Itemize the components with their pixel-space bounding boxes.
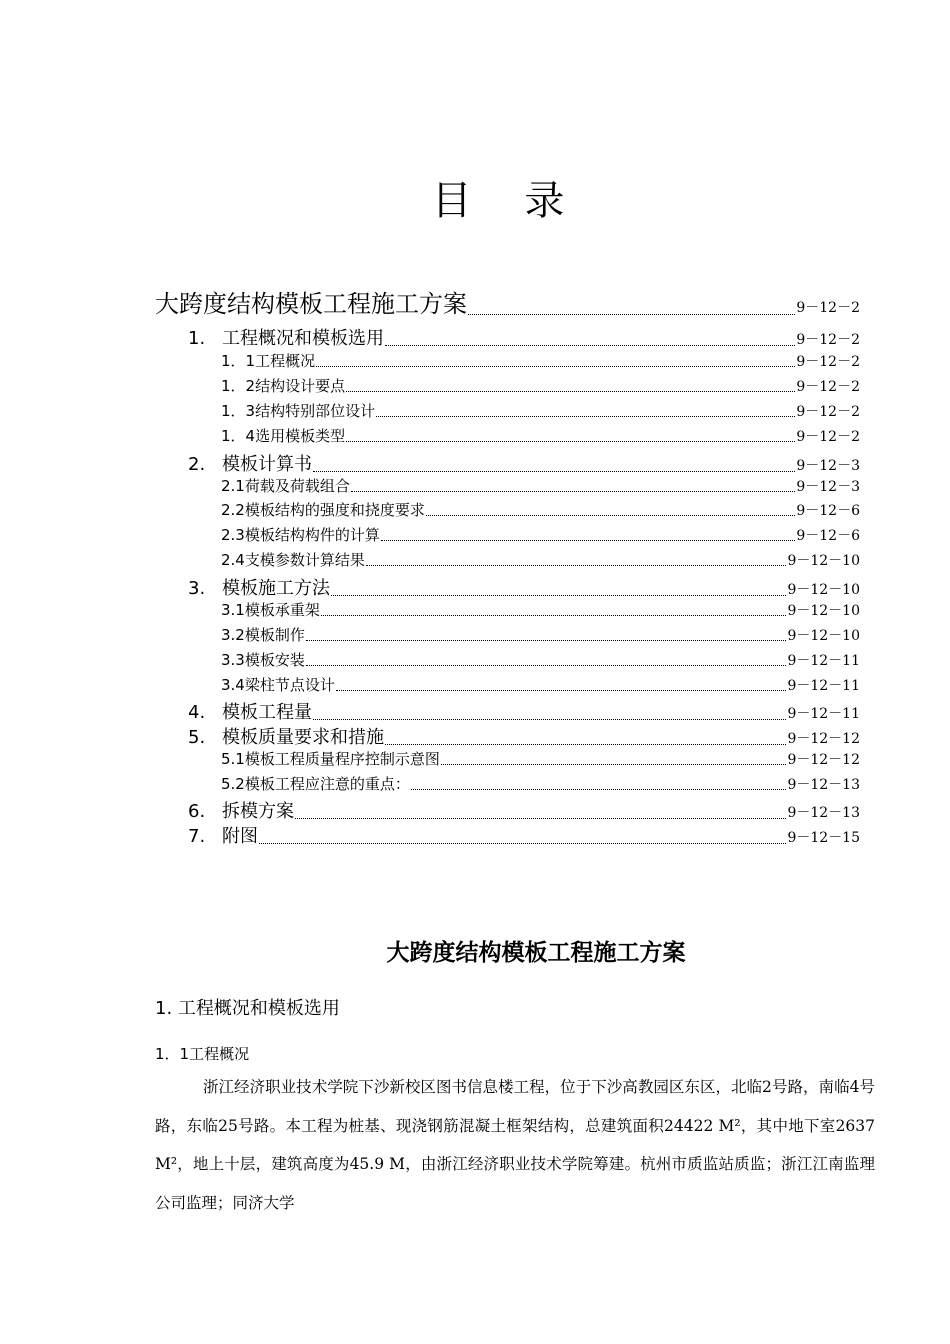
toc-entry[interactable] bbox=[188, 698, 860, 724]
toc-entry[interactable] bbox=[188, 723, 860, 749]
toc-entry-text: 工程概况和模板选用 bbox=[222, 328, 384, 349]
toc-entry-number: 1．1 bbox=[221, 352, 256, 370]
toc-dot-leader bbox=[259, 843, 786, 844]
toc-entry-number: 1．2 bbox=[221, 377, 256, 395]
toc-dot-leader bbox=[381, 540, 795, 541]
toc-entry[interactable] bbox=[221, 624, 860, 645]
toc-dot-leader bbox=[441, 764, 787, 765]
toc-entry-text: 模板安装 bbox=[244, 651, 305, 669]
toc-dot-leader bbox=[316, 366, 795, 367]
toc-entry-text: 结构设计要点 bbox=[255, 377, 346, 395]
toc-entry-page: 9－12－12 bbox=[787, 752, 860, 768]
toc-entry-number: 3. bbox=[188, 578, 206, 599]
toc-entry-text: 附图 bbox=[222, 826, 258, 847]
toc-entry-page: 9－12－11 bbox=[787, 653, 860, 669]
toc-entry-number: 5.2 bbox=[221, 775, 245, 793]
toc-entry-text: 模板结构构件的计算 bbox=[244, 526, 380, 544]
toc-title: 目 录 bbox=[431, 178, 585, 224]
toc-entry-text: 工程概况 bbox=[255, 352, 316, 370]
toc-entry-text: 模板施工方法 bbox=[222, 578, 330, 599]
toc-dot-leader bbox=[306, 640, 787, 641]
toc-entry-text: 模板制作 bbox=[244, 626, 305, 644]
toc-entry-text: 荷载及荷载组合 bbox=[244, 477, 350, 495]
toc-entry-text: 拆模方案 bbox=[222, 801, 294, 822]
toc-entry-number: 1．3 bbox=[221, 402, 256, 420]
toc-entry-page: 9－12－6 bbox=[796, 503, 860, 519]
toc-dot-leader bbox=[411, 789, 787, 790]
toc-dot-leader bbox=[306, 665, 787, 666]
toc-dot-leader bbox=[346, 391, 795, 392]
toc-entry[interactable] bbox=[221, 549, 860, 570]
toc-entry-page: 9－12－10 bbox=[787, 582, 860, 598]
toc-entry-number: 3.4 bbox=[221, 676, 245, 694]
toc-entry-number: 3.2 bbox=[221, 626, 245, 644]
toc-entry-number: 2.4 bbox=[221, 551, 245, 569]
toc-dot-leader bbox=[313, 719, 786, 720]
toc-entry-page: 9－12－12 bbox=[787, 731, 860, 747]
toc-entry-text: 大跨度结构模板工程施工方案 bbox=[155, 290, 467, 318]
toc-entry-page: 9－12－2 bbox=[796, 429, 860, 445]
toc-entry[interactable] bbox=[221, 400, 860, 421]
toc-entry-text: 选用模板类型 bbox=[255, 427, 346, 445]
toc-entry-page: 9－12－13 bbox=[787, 805, 860, 821]
toc-entry[interactable] bbox=[188, 324, 860, 350]
toc-entry-number: 1. bbox=[188, 328, 206, 349]
toc-entry[interactable] bbox=[155, 284, 860, 319]
toc-dot-leader bbox=[376, 416, 795, 417]
toc-entry-number: 4. bbox=[188, 702, 206, 723]
toc-entry-number: 2.3 bbox=[221, 526, 245, 544]
toc-entry-text: 模板质量要求和措施 bbox=[222, 727, 384, 748]
toc-entry-text: 结构特别部位设计 bbox=[255, 402, 376, 420]
toc-entry[interactable] bbox=[221, 773, 860, 794]
toc-entry-number: 1．4 bbox=[221, 427, 256, 445]
toc-entry-number: 2. bbox=[188, 454, 206, 475]
toc-entry-text: 支模参数计算结果 bbox=[244, 551, 365, 569]
toc-dot-leader bbox=[385, 744, 786, 745]
toc-entry-number: 5.1 bbox=[221, 750, 245, 768]
toc-dot-leader bbox=[366, 565, 787, 566]
toc-entry-number: 5. bbox=[188, 727, 206, 748]
section-heading: 1. 工程概况和模板选用 bbox=[155, 998, 340, 1019]
toc-entry-text: 梁柱节点设计 bbox=[244, 676, 335, 694]
toc-entry-number: 2.1 bbox=[221, 477, 245, 495]
toc-entry[interactable] bbox=[221, 375, 860, 396]
toc-entry-page: 9－12－10 bbox=[787, 603, 860, 619]
toc-dot-leader bbox=[351, 491, 795, 492]
body-paragraph: 浙江经济职业技术学院下沙新校区图书信息楼工程，位于下沙高教园区东区，北临2号路，南临4号路，东临25号路。本工程为桩基、现浇钢筋混凝土框架结构，总建筑面积24422 M²，其中地下室2637 M²，地上十层，建筑高度为45.9 M，由浙江经济职业技术学院筹建。杭州市质监站质监；浙江江南监理公司监理；同济大学 bbox=[155, 1078, 875, 1212]
toc-entry-page: 9－12－11 bbox=[787, 706, 860, 722]
toc-entry[interactable] bbox=[188, 822, 860, 848]
toc-entry-page: 9－12－2 bbox=[796, 332, 860, 348]
toc-dot-leader bbox=[346, 441, 795, 442]
toc-entry[interactable] bbox=[221, 599, 860, 620]
toc-entry-page: 9－12－2 bbox=[796, 354, 860, 370]
toc-entry-text: 模板工程质量程序控制示意图 bbox=[244, 750, 440, 768]
toc-dot-leader bbox=[331, 595, 786, 596]
toc-entry[interactable] bbox=[221, 475, 860, 496]
toc-entry-page: 9－12－11 bbox=[787, 678, 860, 694]
document-title: 大跨度结构模板工程施工方案 bbox=[386, 940, 686, 966]
toc-entry[interactable] bbox=[221, 425, 860, 446]
toc-dot-leader bbox=[468, 314, 795, 315]
toc-entry-page: 9－12－2 bbox=[796, 300, 860, 316]
toc-entry-text: 模板工程量 bbox=[222, 702, 312, 723]
toc-entry[interactable] bbox=[221, 748, 860, 769]
toc-dot-leader bbox=[295, 818, 786, 819]
toc-dot-leader bbox=[336, 690, 787, 691]
toc-entry[interactable] bbox=[188, 574, 860, 600]
toc-entry-page: 9－12－3 bbox=[796, 479, 860, 495]
toc-entry-page: 9－12－10 bbox=[787, 553, 860, 569]
toc-dot-leader bbox=[426, 515, 795, 516]
toc-dot-leader bbox=[313, 471, 795, 472]
toc-entry[interactable] bbox=[221, 350, 860, 371]
toc-entry-number: 2.2 bbox=[221, 501, 245, 519]
toc-entry-page: 9－12－2 bbox=[796, 379, 860, 395]
toc-entry-text: 模板承重架 bbox=[244, 601, 320, 619]
toc-entry-text: 模板结构的强度和挠度要求 bbox=[244, 501, 425, 519]
toc-entry-text: 模板工程应注意的重点： bbox=[244, 775, 410, 793]
toc-entry-page: 9－12－3 bbox=[796, 458, 860, 474]
toc-entry-number: 7. bbox=[188, 826, 206, 847]
toc-dot-leader bbox=[385, 345, 795, 346]
toc-entry-number: 3.1 bbox=[221, 601, 245, 619]
toc-dot-leader bbox=[321, 615, 787, 616]
toc-entry[interactable] bbox=[221, 649, 860, 670]
toc-entry-page: 9－12－10 bbox=[787, 628, 860, 644]
toc-entry[interactable] bbox=[221, 499, 860, 520]
toc-entry[interactable] bbox=[221, 674, 860, 695]
toc-entry-page: 9－12－13 bbox=[787, 777, 860, 793]
toc-entry[interactable] bbox=[188, 450, 860, 476]
toc-entry[interactable] bbox=[188, 797, 860, 823]
toc-entry-page: 9－12－15 bbox=[787, 830, 860, 846]
toc-entry-number: 6. bbox=[188, 801, 206, 822]
toc-entry[interactable] bbox=[221, 524, 860, 545]
toc-entry-text: 模板计算书 bbox=[222, 454, 312, 475]
toc-entry-page: 9－12－2 bbox=[796, 404, 860, 420]
toc-entry-page: 9－12－6 bbox=[796, 528, 860, 544]
subsection-heading: 1．1工程概况 bbox=[155, 1045, 250, 1063]
toc-entry-number: 3.3 bbox=[221, 651, 245, 669]
